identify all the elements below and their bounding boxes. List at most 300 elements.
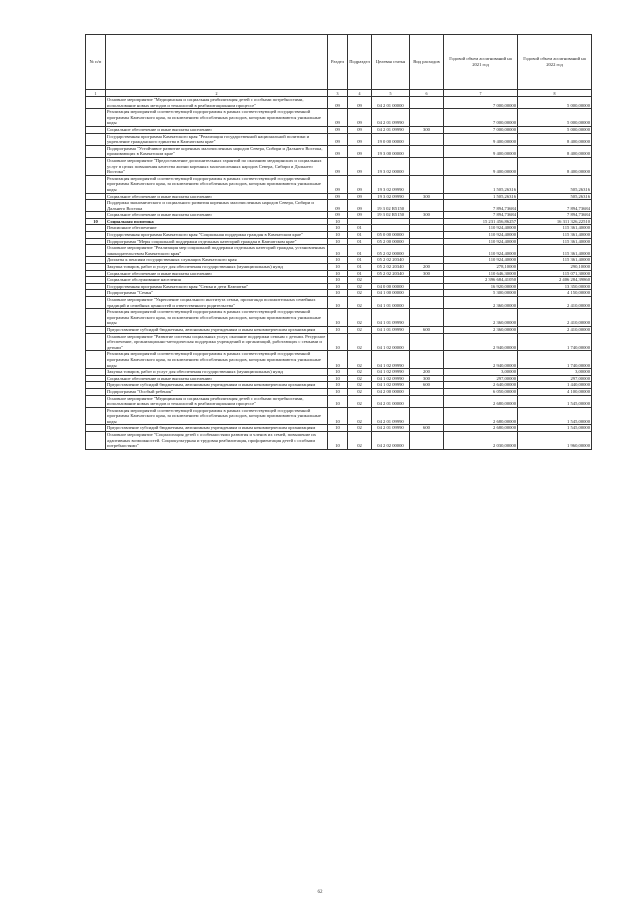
expense-type-code xyxy=(410,395,444,407)
item-name: Реализация мероприятий соответствующей подпрограммы в рамках соответствующей государственной программы Камчатского края, за исключением обособленных расходов, которым присваиваются уникальные коды xyxy=(106,351,328,369)
header-name xyxy=(106,35,328,90)
table-row xyxy=(86,145,592,157)
podrazdel-code: 01 xyxy=(348,238,372,245)
razdel-code: 10 xyxy=(328,388,348,395)
target-article-code: 04 2 02 00000 xyxy=(372,432,410,450)
amount-2021: 2 640,00000 xyxy=(444,382,518,389)
table-row xyxy=(86,225,592,232)
amount-2022: 2 406 284,39860 xyxy=(518,277,592,284)
podrazdel-code: 01 xyxy=(348,232,372,239)
razdel-code: 10 xyxy=(328,369,348,376)
header-target-article: Целевая статья xyxy=(372,35,410,90)
amount-2022: 115 361,40000 xyxy=(518,225,592,232)
table-row xyxy=(86,109,592,127)
item-name: Основное мероприятие "Укрепление социального института семьи, пропаганда положительных семейных традиций и семейных ценностей и ответственного родительства" xyxy=(106,297,328,309)
target-article-code: 04 0 00 00000 xyxy=(372,283,410,290)
row-number xyxy=(86,257,106,264)
table-row xyxy=(86,270,592,277)
item-name: Социальное обеспечение и иные выплаты населению xyxy=(106,126,328,133)
target-article-code: 04 2 01 00000 xyxy=(372,395,410,407)
target-article-code xyxy=(372,218,410,225)
amount-2021: 2 396 684,41050 xyxy=(444,277,518,284)
item-name: Предоставление субсидий бюджетным, автономным учреждениям и иным некоммерческим организациям xyxy=(106,326,328,333)
table-row xyxy=(86,133,592,145)
razdel-code: 10 xyxy=(328,407,348,425)
amount-2021: 5 300,00000 xyxy=(444,290,518,297)
table-row xyxy=(86,238,592,245)
amount-2022: 3,00000 xyxy=(518,369,592,376)
budget-table-sheet xyxy=(85,34,591,450)
item-name: Социальное обеспечение и иные выплаты населению xyxy=(106,270,328,277)
row-number xyxy=(86,238,106,245)
row-number xyxy=(86,432,106,450)
amount-2021: 297,00000 xyxy=(444,375,518,382)
podrazdel-code: 02 xyxy=(348,382,372,389)
item-name: Подпрограмма "Устойчивое развитие коренных малочисленных народов Севера, Сибири и Дальнего Востока, проживающих в Камчатском крае" xyxy=(106,145,328,157)
amount-2021: 110 924,40000 xyxy=(444,232,518,239)
target-article-code: 19 3 02 00000 xyxy=(372,157,410,175)
row-number xyxy=(86,175,106,193)
target-article-code: 05 2 02 20340 xyxy=(372,257,410,264)
razdel-code: 10 xyxy=(328,432,348,450)
amount-2021: 110 924,40000 xyxy=(444,238,518,245)
row-number xyxy=(86,200,106,212)
target-article-code: 04 2 01 00000 xyxy=(372,97,410,109)
razdel-code: 09 xyxy=(328,212,348,219)
amount-2022: 7 894,73684 xyxy=(518,200,592,212)
expense-type-code: 600 xyxy=(410,425,444,432)
amount-2022: 1 545,00000 xyxy=(518,407,592,425)
target-article-code xyxy=(372,277,410,284)
row-number xyxy=(86,145,106,157)
table-row xyxy=(86,375,592,382)
header-razdel: Раздел xyxy=(328,35,348,90)
row-number xyxy=(86,382,106,389)
razdel-code: 10 xyxy=(328,326,348,333)
row-number xyxy=(86,193,106,200)
razdel-code: 10 xyxy=(328,297,348,309)
amount-2022: 505,26316 xyxy=(518,193,592,200)
row-number xyxy=(86,225,106,232)
amount-2021: 2 940,00000 xyxy=(444,333,518,351)
expense-type-code xyxy=(410,432,444,450)
razdel-code: 09 xyxy=(328,200,348,212)
item-name: Основное мероприятие "Предоставление дополнительных гарантий по оказанию медицинских и социальных услуг в целях повышения качества жизни коренных малочисленных народов Севера, Сибири и Дальнего Востока" xyxy=(106,157,328,175)
razdel-code: 10 xyxy=(328,245,348,257)
expense-type-code: 200 xyxy=(410,264,444,271)
podrazdel-code: 09 xyxy=(348,145,372,157)
podrazdel-code: 09 xyxy=(348,175,372,193)
row-number xyxy=(86,351,106,369)
amount-2022: 115 361,40000 xyxy=(518,245,592,257)
podrazdel-code: 09 xyxy=(348,193,372,200)
target-article-code: 19 3 02 R5150 xyxy=(372,200,410,212)
column-number: 3 xyxy=(328,90,348,97)
table-row xyxy=(86,425,592,432)
amount-2022: 2 410,00000 xyxy=(518,326,592,333)
row-number xyxy=(86,109,106,127)
podrazdel-code: 02 xyxy=(348,375,372,382)
amount-2021: 110 924,40000 xyxy=(444,245,518,257)
razdel-code: 10 xyxy=(328,333,348,351)
header-podrazdel: Подраздел xyxy=(348,35,372,90)
target-article-code: 19 3 00 00000 xyxy=(372,145,410,157)
podrazdel-code: 02 xyxy=(348,283,372,290)
amount-2021: 1 505,26316 xyxy=(444,175,518,193)
row-number xyxy=(86,157,106,175)
item-name: Предоставление субсидий бюджетным, автономным учреждениям и иным некоммерческим организациям xyxy=(106,425,328,432)
target-article-code: 05 2 02 20340 xyxy=(372,270,410,277)
column-number: 6 xyxy=(410,90,444,97)
amount-2022: 5 000,00000 xyxy=(518,126,592,133)
target-article-code: 04 2 01 09990 xyxy=(372,126,410,133)
target-article-code: 05 0 00 00000 xyxy=(372,232,410,239)
header-amount-2021: Годовой объем ассигнований на 2021 год xyxy=(444,35,518,90)
expense-type-code: 300 xyxy=(410,126,444,133)
target-article-code: 04 2 01 09990 xyxy=(372,425,410,432)
expense-type-code xyxy=(410,388,444,395)
amount-2021: 2 360,00000 xyxy=(444,326,518,333)
amount-2021: 9 400,00000 xyxy=(444,145,518,157)
podrazdel-code: 02 xyxy=(348,326,372,333)
podrazdel-code xyxy=(348,218,372,225)
podrazdel-code: 02 xyxy=(348,309,372,327)
item-name: Основное мероприятие "Медицинская и социальная реабилитация детей с особыми потребностями, использование новых методов и технологий в реабилитационном процессе" xyxy=(106,97,328,109)
expense-type-code xyxy=(410,297,444,309)
item-name: Реализация мероприятий соответствующей подпрограммы в рамках соответствующей государственной программы Камчатского края, за исключением обособленных расходов, которым присваиваются уникальные коды xyxy=(106,309,328,327)
amount-2022: 115 361,40000 xyxy=(518,257,592,264)
podrazdel-code: 02 xyxy=(348,290,372,297)
amount-2021: 7 894,73684 xyxy=(444,200,518,212)
item-name: Основное мероприятие "Медицинская и социальная реабилитация детей с особыми потребностями, использование новых методов и технологий в реабилитационном процессе" xyxy=(106,395,328,407)
table-row xyxy=(86,245,592,257)
expense-type-code: 300 xyxy=(410,212,444,219)
expense-type-code xyxy=(410,225,444,232)
amount-2021: 1 505,26316 xyxy=(444,193,518,200)
row-number xyxy=(86,133,106,145)
razdel-code: 10 xyxy=(328,238,348,245)
razdel-code: 10 xyxy=(328,395,348,407)
amount-2022: 1 440,00000 xyxy=(518,382,592,389)
table-row xyxy=(86,232,592,239)
podrazdel-code: 09 xyxy=(348,157,372,175)
expense-type-code xyxy=(410,245,444,257)
target-article-code: 05 2 00 00000 xyxy=(372,238,410,245)
page-number: 62 xyxy=(317,890,323,895)
razdel-code: 10 xyxy=(328,375,348,382)
amount-2022: 115 071,30000 xyxy=(518,270,592,277)
amount-2021: 110 924,40000 xyxy=(444,257,518,264)
column-number: 8 xyxy=(518,90,592,97)
expense-type-code xyxy=(410,157,444,175)
row-number xyxy=(86,309,106,327)
row-number xyxy=(86,97,106,109)
expense-type-code: 300 xyxy=(410,270,444,277)
row-number xyxy=(86,277,106,284)
table-row xyxy=(86,351,592,369)
header-no: № п/п xyxy=(86,35,106,90)
amount-2022: 2 410,00000 xyxy=(518,297,592,309)
expense-type-code xyxy=(410,200,444,212)
amount-2021: 3,00000 xyxy=(444,369,518,376)
expense-type-code xyxy=(410,257,444,264)
item-name: Закупка товаров, работ и услуг для обеспечения государственных (муниципальных) нужд xyxy=(106,369,328,376)
amount-2022: 8 400,00000 xyxy=(518,145,592,157)
row-number xyxy=(86,369,106,376)
row-number xyxy=(86,326,106,333)
amount-2021: 7 000,00000 xyxy=(444,109,518,127)
expense-type-code xyxy=(410,175,444,193)
target-article-code: 04 1 01 09990 xyxy=(372,309,410,327)
podrazdel-code: 02 xyxy=(348,407,372,425)
amount-2021: 9 400,00000 xyxy=(444,133,518,145)
amount-2021: 2 030,00000 xyxy=(444,432,518,450)
target-article-code: 04 2 01 09990 xyxy=(372,407,410,425)
expense-type-code xyxy=(410,407,444,425)
item-name: Основное мероприятие "Реализация мер социальной поддержки отдельных категорий граждан, установленных законодательством Камчатского края" xyxy=(106,245,328,257)
row-number xyxy=(86,407,106,425)
amount-2022: 8 400,00000 xyxy=(518,133,592,145)
podrazdel-code: 02 xyxy=(348,395,372,407)
table-row xyxy=(86,326,592,333)
expense-type-code xyxy=(410,109,444,127)
podrazdel-code: 02 xyxy=(348,432,372,450)
amount-2022: 297,00000 xyxy=(518,375,592,382)
amount-2021: 7 894,73684 xyxy=(444,212,518,219)
table-row xyxy=(86,257,592,264)
razdel-code: 10 xyxy=(328,270,348,277)
amount-2022: 8 400,00000 xyxy=(518,157,592,175)
razdel-code: 10 xyxy=(328,425,348,432)
item-name: Реализация мероприятий соответствующей подпрограммы в рамках соответствующей государственной программы Камчатского края, за исключением обособленных расходов, которым присваиваются уникальные коды xyxy=(106,407,328,425)
amount-2021: 16 920,00000 xyxy=(444,283,518,290)
expense-type-code xyxy=(410,218,444,225)
row-number xyxy=(86,395,106,407)
amount-2022: 1 960,00000 xyxy=(518,432,592,450)
podrazdel-code: 01 xyxy=(348,264,372,271)
table-row xyxy=(86,264,592,271)
target-article-code: 05 2 02 00000 xyxy=(372,245,410,257)
amount-2022: 1 545,00000 xyxy=(518,395,592,407)
razdel-code: 09 xyxy=(328,109,348,127)
table-row xyxy=(86,369,592,376)
item-name: Основное мероприятие "Развитие системы социальных услуг, оказание поддержки семьям с детьми. Ресурсное обеспечение, организационно-методическая поддержка учреждений и организаций, работающих с семьями и детьми" xyxy=(106,333,328,351)
item-name: Государственная программа Камчатского края "Реализация государственной национальной политики и укрепление гражданского единства в Камчатском крае" xyxy=(106,133,328,145)
amount-2021: 7 000,00000 xyxy=(444,97,518,109)
target-article-code: 19 3 02 09990 xyxy=(372,193,410,200)
table-row xyxy=(86,382,592,389)
amount-2021: 9 400,00000 xyxy=(444,157,518,175)
row-number xyxy=(86,290,106,297)
column-number: 1 xyxy=(86,90,106,97)
column-number: 5 xyxy=(372,90,410,97)
razdel-code: 09 xyxy=(328,126,348,133)
column-number: 2 xyxy=(106,90,328,97)
razdel-code: 09 xyxy=(328,133,348,145)
expense-type-code xyxy=(410,333,444,351)
amount-2021: 6 050,00000 xyxy=(444,388,518,395)
amount-2021: 2 940,00000 xyxy=(444,351,518,369)
row-number xyxy=(86,212,106,219)
razdel-code: 10 xyxy=(328,290,348,297)
item-name: Социальное обеспечение и иные выплаты населению xyxy=(106,193,328,200)
item-name: Реализация мероприятий соответствующей подпрограммы в рамках соответствующей государственной программы Камчатского края, за исключением обособленных расходов, которым присваиваются уникальные коды xyxy=(106,175,328,193)
amount-2021: 110 924,40000 xyxy=(444,225,518,232)
amount-2022: 1 545,00000 xyxy=(518,425,592,432)
amount-2021: 2 360,00000 xyxy=(444,297,518,309)
amount-2021: 2 360,00000 xyxy=(444,309,518,327)
target-article-code: 04 1 00 00000 xyxy=(372,290,410,297)
amount-2022: 4 150,00000 xyxy=(518,290,592,297)
podrazdel-code: 09 xyxy=(348,212,372,219)
header-expense-type: Вид расходов xyxy=(410,35,444,90)
podrazdel-code: 01 xyxy=(348,270,372,277)
target-article-code: 04 1 02 09990 xyxy=(372,369,410,376)
amount-2022: 13 350,00000 xyxy=(518,283,592,290)
amount-2022: 290,10000 xyxy=(518,264,592,271)
target-article-code: 04 1 01 00000 xyxy=(372,297,410,309)
budget-table xyxy=(85,34,592,450)
razdel-code: 09 xyxy=(328,145,348,157)
razdel-code: 09 xyxy=(328,157,348,175)
item-name: Предоставление субсидий бюджетным, автономным учреждениям и иным некоммерческим организациям xyxy=(106,382,328,389)
podrazdel-code: 09 xyxy=(348,200,372,212)
table-row xyxy=(86,218,592,225)
target-article-code: 04 2 00 00000 xyxy=(372,388,410,395)
target-article-code: 04 1 02 09990 xyxy=(372,375,410,382)
item-name: Подпрограмма "Особый ребенок" xyxy=(106,388,328,395)
table-row xyxy=(86,157,592,175)
amount-2022: 5 000,00000 xyxy=(518,97,592,109)
item-name: Социальное обслуживание населения xyxy=(106,277,328,284)
table-row xyxy=(86,97,592,109)
razdel-code: 10 xyxy=(328,264,348,271)
podrazdel-code: 02 xyxy=(348,297,372,309)
row-number xyxy=(86,297,106,309)
razdel-code: 10 xyxy=(328,277,348,284)
item-name: Социальное обеспечение и иные выплаты населению xyxy=(106,212,328,219)
podrazdel-code: 01 xyxy=(348,225,372,232)
target-article-code: 19 0 00 00000 xyxy=(372,133,410,145)
expense-type-code xyxy=(410,232,444,239)
podrazdel-code: 01 xyxy=(348,245,372,257)
amount-2021: 2 680,00000 xyxy=(444,425,518,432)
amount-2022: 16 311 326,22510 xyxy=(518,218,592,225)
amount-2022: 7 894,73684 xyxy=(518,212,592,219)
expense-type-code xyxy=(410,97,444,109)
table-row xyxy=(86,212,592,219)
podrazdel-code: 02 xyxy=(348,277,372,284)
podrazdel-code: 02 xyxy=(348,333,372,351)
expense-type-code: 300 xyxy=(410,375,444,382)
podrazdel-code: 09 xyxy=(348,97,372,109)
amount-2022: 4 100,00000 xyxy=(518,388,592,395)
expense-type-code xyxy=(410,145,444,157)
item-name: Основное мероприятие "Социализация детей с особенностями развития и членов их семей, повышение их адаптивных возможностей. Социокультурная и трудовая реабилитация, профориентация детей с особыми потребностями" xyxy=(106,432,328,450)
razdel-code: 09 xyxy=(328,175,348,193)
column-number: 7 xyxy=(444,90,518,97)
amount-2022: 115 361,40000 xyxy=(518,238,592,245)
table-row xyxy=(86,126,592,133)
expense-type-code: 300 xyxy=(410,193,444,200)
column-number-row xyxy=(86,90,592,97)
table-row xyxy=(86,175,592,193)
table-row xyxy=(86,297,592,309)
item-name: Закупка товаров, работ и услуг для обеспечения государственных (муниципальных) нужд xyxy=(106,264,328,271)
target-article-code: 05 2 02 20340 xyxy=(372,264,410,271)
podrazdel-code: 09 xyxy=(348,109,372,127)
row-number xyxy=(86,245,106,257)
target-article-code: 19 3 02 R5150 xyxy=(372,212,410,219)
table-row xyxy=(86,432,592,450)
item-name: Реализация мероприятий соответствующей подпрограммы в рамках соответствующей государственной программы Камчатского края, за исключением обособленных расходов, которым присваиваются уникальные коды xyxy=(106,109,328,127)
table-row xyxy=(86,407,592,425)
podrazdel-code: 01 xyxy=(348,257,372,264)
amount-2022: 505,26316 xyxy=(518,175,592,193)
razdel-code: 10 xyxy=(328,382,348,389)
row-number xyxy=(86,375,106,382)
target-article-code xyxy=(372,225,410,232)
table-row xyxy=(86,193,592,200)
expense-type-code xyxy=(410,351,444,369)
table-row xyxy=(86,309,592,327)
target-article-code: 04 1 02 09990 xyxy=(372,351,410,369)
expense-type-code: 600 xyxy=(410,382,444,389)
item-name: Социальное обеспечение и иные выплаты населению xyxy=(106,375,328,382)
table-row xyxy=(86,388,592,395)
expense-type-code xyxy=(410,133,444,145)
item-name: Государственная программа Камчатского края "Социальная поддержка граждан в Камчатском крае" xyxy=(106,232,328,239)
podrazdel-code: 09 xyxy=(348,126,372,133)
item-name: Подпрограмма "Меры социальной поддержки отдельных категорий граждан в Камчатском крае" xyxy=(106,238,328,245)
amount-2021: 2 680,00000 xyxy=(444,407,518,425)
header-amount-2022: Годовой объем ассигнований на 2022 год xyxy=(518,35,592,90)
razdel-code: 09 xyxy=(328,193,348,200)
item-name: Подпрограмма "Семья" xyxy=(106,290,328,297)
razdel-code: 10 xyxy=(328,257,348,264)
podrazdel-code: 02 xyxy=(348,425,372,432)
expense-type-code: 200 xyxy=(410,369,444,376)
table-row xyxy=(86,283,592,290)
row-number xyxy=(86,264,106,271)
expense-type-code xyxy=(410,277,444,284)
razdel-code: 10 xyxy=(328,283,348,290)
table-row xyxy=(86,290,592,297)
table-header xyxy=(86,35,592,90)
item-name: Доплаты к пенсиям государственных служащих Камчатского края xyxy=(106,257,328,264)
podrazdel-code: 02 xyxy=(348,351,372,369)
amount-2021: 7 000,00000 xyxy=(444,126,518,133)
table-body xyxy=(86,90,592,450)
row-number xyxy=(86,283,106,290)
row-number xyxy=(86,126,106,133)
expense-type-code: 600 xyxy=(410,326,444,333)
table-row xyxy=(86,200,592,212)
razdel-code: 10 xyxy=(328,351,348,369)
target-article-code: 04 2 01 09990 xyxy=(372,109,410,127)
target-article-code: 04 1 01 09990 xyxy=(372,326,410,333)
row-number xyxy=(86,232,106,239)
item-name: Государственная программа Камчатского края "Семья и дети Камчатки" xyxy=(106,283,328,290)
row-number xyxy=(86,333,106,351)
amount-2021: 278,10000 xyxy=(444,264,518,271)
razdel-code: 10 xyxy=(328,225,348,232)
column-number: 4 xyxy=(348,90,372,97)
item-name: Социальная политика xyxy=(106,218,328,225)
expense-type-code xyxy=(410,309,444,327)
table-row xyxy=(86,277,592,284)
amount-2021: 2 680,00000 xyxy=(444,395,518,407)
